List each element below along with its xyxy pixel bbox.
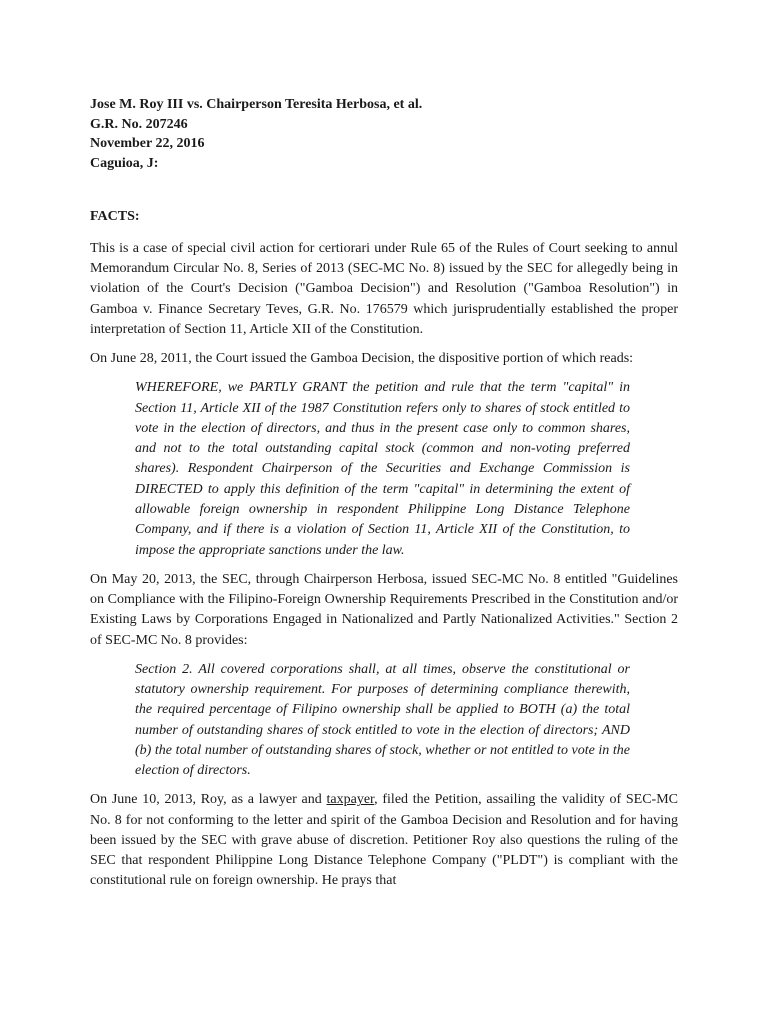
paragraph-sec-mc: On May 20, 2013, the SEC, through Chairperson Herbosa, issued SEC-MC No. 8 entitled "Guidelines on Compliance with the Filipino-Foreign Ownership Requirements Prescribed in the Constitution and/or Existing Laws by Corporations Engaged in Nationalized and Partly Nationalized Activities." Section 2 of SEC-MC No. 8 provides:: [90, 571, 678, 648]
decision-date: November 22, 2016: [90, 136, 205, 151]
case-header: [90, 95, 678, 173]
taxpayer-link[interactable]: taxpayer: [326, 792, 375, 808]
facts-heading: FACTS:: [90, 209, 140, 224]
petition-text-end: , filed the Petition, assailing the validity of SEC-MC No. 8 for not conforming to the letter and spirit of the Gamboa Decision and Resolution and for having been issued by the SEC with grave abuse of discretion. Petitioner Roy also questions the ruling of the SEC that respondent Philippine Long Distance Telephone Company ("PLDT") is compliant with the constitutional rule on foreign ownership. He prays that: [90, 792, 678, 889]
petition-text-start: On June 10, 2013, Roy, as a lawyer and: [90, 792, 327, 808]
quote-dispositive-portion: WHEREFORE, we PARTLY GRANT the petition and rule that the term "capital" in Section 11, Article XII of the 1987 Constitution refers only to shares of stock entitled to vote in the election of directors, and thus in the present case only to common shares, and not to the total outstanding capital stock (common and non-voting preferred shares). Respondent Chairperson of the Securities and Exchange Commission is DIRECTED to apply this definition of the term "capital" in determining the extent of allowable foreign ownership in respondent Philippine Long Distance Telephone Company, and if there is a violation of Section 11, Article XII of the Constitution, to impose the appropriate sanctions under the law.: [135, 380, 630, 558]
document-page: [90, 95, 678, 901]
paragraph-intro: This is a case of special civil action for certiorari under Rule 65 of the Rules of Court seeking to annul Memorandum Circular No. 8, Series of 2013 (SEC-MC No. 8) issued by the SEC for allegedly being in violation of the Court's Decision ("Gamboa Decision") and Resolution ("Gamboa Resolution") in Gamboa v. Finance Secretary Teves, G.R. No. 176579 which jurisprudentially established the proper interpretation of Section 11, Article XII of the Constitution.: [90, 241, 678, 337]
case-title: Jose M. Roy III vs. Chairperson Teresita Herbosa, et al.: [90, 97, 423, 112]
paragraph-gamboa-decision: On June 28, 2011, the Court issued the Gamboa Decision, the dispositive portion of which reads:: [90, 351, 634, 367]
paragraph-petition: [90, 790, 678, 891]
quote-section-2: Section 2. All covered corporations shall, at all times, observe the constitutional or statutory ownership requirement. For purposes of determining compliance therewith, the required percentage of Filipino ownership shall be applied to BOTH (a) the total number of outstanding shares of stock entitled to vote in the election of directors; AND (b) the total number of outstanding shares of stock, whether or not entitled to vote in the election of directors.: [135, 661, 630, 779]
ponente: Caguioa, J:: [90, 155, 159, 171]
gr-number: G.R. No. 207246: [90, 116, 188, 132]
